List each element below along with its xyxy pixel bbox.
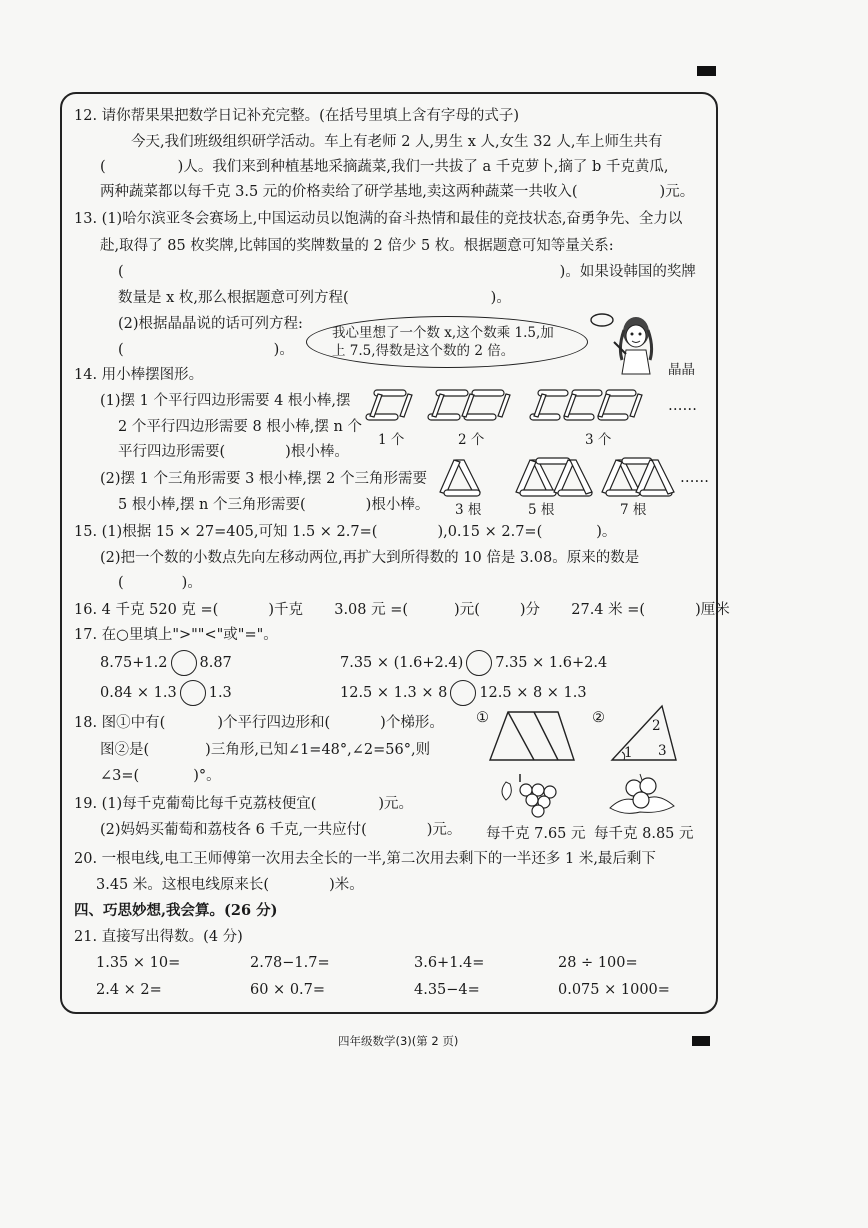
q14-fig1-label-1: 1 个 xyxy=(378,432,405,448)
q14-fig1-label-2: 2 个 xyxy=(458,432,485,448)
q13-part2-line1: (2)根据晶晶说的话可列方程: xyxy=(118,316,303,332)
q13-line4: 数量是 x 枚,那么根据题意可列方程( )。 xyxy=(118,290,511,306)
q18-fig1-label: ① xyxy=(476,710,489,726)
q17-item-1: 8.75+1.2 8.87 xyxy=(100,650,232,676)
q14-ellipsis-1: …… xyxy=(668,398,697,414)
q14-p1-line3: 平行四边形需要( )根小棒。 xyxy=(118,444,349,460)
grapes-icon xyxy=(496,772,560,818)
q15-line2: (2)把一个数的小数点先向左移动两位,再扩大到所得数的 10 倍是 3.08。原来的数是 xyxy=(100,550,640,566)
q21-r1-c2: 2.78−1.7= xyxy=(250,955,330,971)
girl-jingjing-icon xyxy=(606,312,664,376)
q21-r2-c3: 4.35−4= xyxy=(414,982,480,998)
q12-line4: 两种蔬菜都以每千克 3.5 元的价格卖给了研学基地,卖这两种蔬菜一共收入( )元。 xyxy=(100,184,695,200)
girl-name-label: 晶晶 xyxy=(668,362,695,378)
q17-title: 17. 在○里填上">""<"或"="。 xyxy=(74,627,278,643)
q12-line1: 12. 请你帮果果把数学日记补充完整。(在括号里填上含有字母的式子) xyxy=(74,108,519,124)
q21-r2-c2: 60 × 0.7= xyxy=(250,982,326,998)
q13-line1: 13. (1)哈尔滨亚冬会赛场上,中国运动员以饱满的奋斗热情和最佳的竞技状态,奋勇争先、全力以 xyxy=(74,211,683,227)
lychee-icon xyxy=(606,772,678,818)
q14-p1-line2: 2 个平行四边形需要 8 根小棒,摆 n 个 xyxy=(118,419,362,435)
q14-p2-line1: (2)摆 1 个三角形需要 3 根小棒,摆 2 个三角形需要 xyxy=(100,471,427,487)
q18-line2: 图②是( )三角形,已知∠1=48°,∠2=56°,则 xyxy=(100,742,431,758)
q21-title: 21. 直接写出得数。(4 分) xyxy=(74,929,243,945)
q19-line1: 19. (1)每千克葡萄比每千克荔枝便宜( )元。 xyxy=(74,796,414,812)
q14-fig1-label-3: 3 个 xyxy=(585,432,612,448)
q14-ellipsis-2: …… xyxy=(680,470,709,486)
section4-heading: 四、巧思妙想,我会算。(26 分) xyxy=(74,902,278,919)
page-footer: 四年级数学(3)(第 2 页) xyxy=(338,1034,459,1048)
parallelogram-sticks-figure xyxy=(360,388,680,424)
registration-mark-bottom xyxy=(692,1036,710,1046)
q17-item-3: 0.84 × 1.3 1.3 xyxy=(100,680,232,706)
grape-price-label: 每千克 7.65 元 xyxy=(486,826,586,842)
q14-fig2-label-1: 3 根 xyxy=(455,502,482,518)
angle-label-3: 3 xyxy=(658,743,667,759)
q21-r2-c1: 2.4 × 2= xyxy=(96,982,162,998)
q21-r1-c4: 28 ÷ 100= xyxy=(558,955,638,971)
q13-line3: ( )。如果设韩国的奖牌 xyxy=(118,264,696,280)
q21-r1-c1: 1.35 × 10= xyxy=(96,955,181,971)
angle-label-2: 2 xyxy=(652,718,661,734)
lychee-price-label: 每千克 8.85 元 xyxy=(594,826,694,842)
q14-p1-line1: (1)摆 1 个平行四边形需要 4 根小棒,摆 xyxy=(100,393,351,409)
registration-mark-top xyxy=(697,66,716,76)
q14-p2-line2: 5 根小棒,摆 n 个三角形需要( )根小棒。 xyxy=(118,497,430,513)
q18-fig2-label: ② xyxy=(592,710,605,726)
speech-bubble-text: 我心里想了一个数 x,这个数乘 1.5,加 上 7.5,得数是这个数的 2 倍。 xyxy=(332,325,554,359)
triangle-figure xyxy=(610,704,680,764)
q16-line: 16. 4 千克 520 克 =( )千克 3.08 元 =( )元( )分 27.4 米 =( )厘米 xyxy=(74,602,730,618)
q12-line2: 今天,我们班级组织研学活动。车上有老师 2 人,男生 x 人,女生 32 人,车上师生共有 xyxy=(131,134,663,150)
q20-line2: 3.45 米。这根电线原来长( )米。 xyxy=(96,877,364,893)
q20-line1: 20. 一根电线,电工王师傅第一次用去全长的一半,第二次用去剩下的一半还多 1 米,最后剩下 xyxy=(74,851,656,867)
q13-line2: 赴,取得了 85 枚奖牌,比韩国的奖牌数量的 2 倍少 5 枚。根据题意可知等量关系: xyxy=(100,238,614,254)
compare-circle[interactable] xyxy=(171,650,197,676)
angle-label-1: 1 xyxy=(624,745,633,761)
q19-line2: (2)妈妈买葡萄和荔枝各 6 千克,一共应付( )元。 xyxy=(100,822,462,838)
compare-circle[interactable] xyxy=(466,650,492,676)
q18-line3: ∠3=( )°。 xyxy=(100,768,221,784)
q12-line3: ( )人。我们来到种植基地采摘蔬菜,我们一共拔了 a 千克萝卜,摘了 b 千克黄瓜, xyxy=(100,159,669,175)
q14-fig2-label-2: 5 根 xyxy=(528,502,555,518)
q14-title: 14. 用小棒摆图形。 xyxy=(74,367,204,383)
q15-line1: 15. (1)根据 15 × 27=405,可知 1.5 × 2.7=( ),0.15 × 2.7=( )。 xyxy=(74,524,617,540)
trapezoid-figure xyxy=(488,708,578,764)
q21-r1-c3: 3.6+1.4= xyxy=(414,955,485,971)
q17-item-4: 12.5 × 1.3 × 8 12.5 × 8 × 1.3 xyxy=(340,680,587,706)
compare-circle[interactable] xyxy=(450,680,476,706)
q14-fig2-label-3: 7 根 xyxy=(620,502,647,518)
q15-line3: ( )。 xyxy=(118,575,202,591)
q17-item-2: 7.35 × (1.6+2.4) 7.35 × 1.6+2.4 xyxy=(340,650,607,676)
q21-r2-c4: 0.075 × 1000= xyxy=(558,982,670,998)
compare-circle[interactable] xyxy=(180,680,206,706)
q18-line1: 18. 图①中有( )个平行四边形和( )个梯形。 xyxy=(74,715,444,731)
q13-part2-line2: ( )。 xyxy=(118,342,294,358)
triangle-sticks-figure xyxy=(440,456,680,498)
